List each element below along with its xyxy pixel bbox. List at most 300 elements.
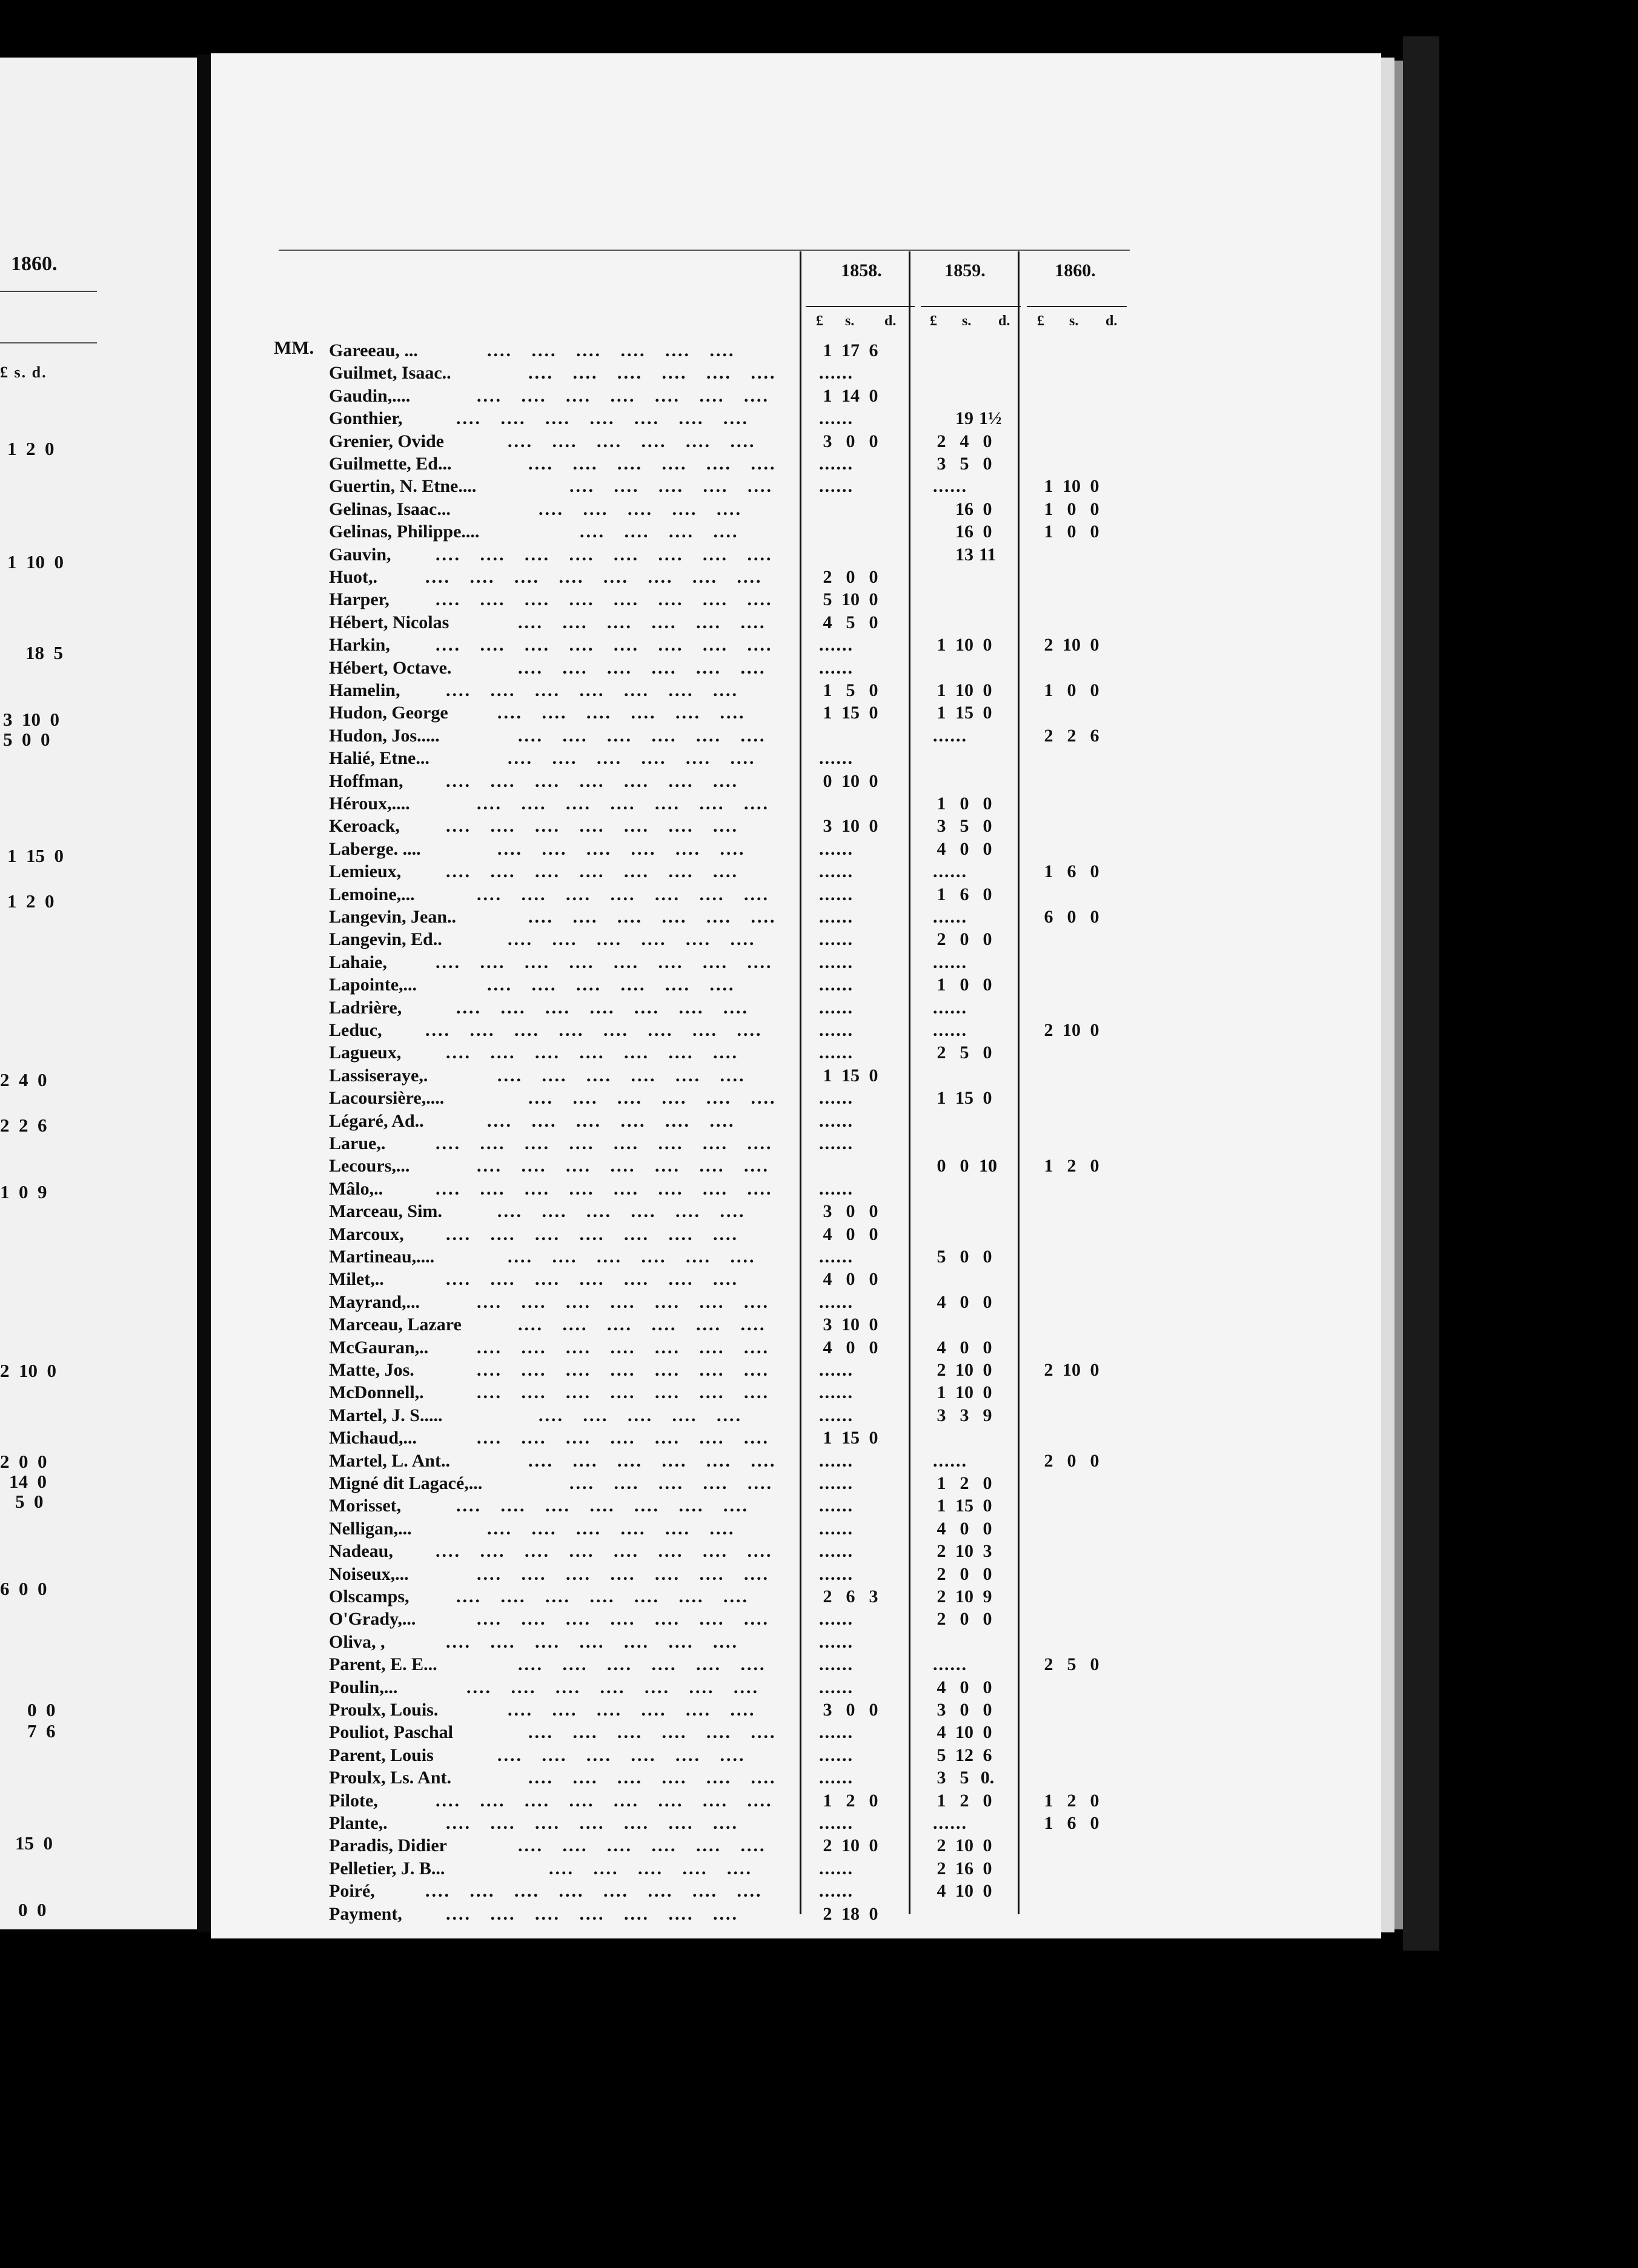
ledger-row [0, 453, 1151, 475]
shillings-value: 10 [1063, 1020, 1081, 1040]
amount-cell [819, 385, 904, 407]
amount-cell [819, 701, 904, 724]
pounds-value: 3 [937, 1405, 946, 1425]
ledger-row [0, 520, 1151, 543]
shillings-value: 10 [1063, 635, 1081, 655]
blank-dots-cell: ...... [819, 1518, 854, 1539]
amount-cell [933, 1721, 1018, 1743]
pounds-value: 0 [823, 771, 832, 791]
blank-dots-cell: ...... [933, 997, 967, 1018]
pounds-value: 5 [823, 589, 832, 610]
contributor-name: Poulin,... [329, 1677, 398, 1697]
shillings-value: 0 [960, 794, 969, 814]
leader-dots: .... .... .... .... .... .... [518, 612, 766, 632]
pounds-value: 1 [823, 1790, 832, 1811]
contributor-name: O'Grady,... [329, 1609, 416, 1630]
blank-dots-cell: ...... [819, 1473, 854, 1493]
amount-cell [1040, 1653, 1125, 1676]
amount-cell [933, 1834, 1018, 1857]
blank-dots-cell: ...... [819, 1768, 854, 1788]
pence-value: 0 [983, 499, 992, 519]
leader-dots: .... .... .... .... .... .... [508, 929, 756, 950]
ledger-row [0, 1178, 1151, 1200]
blank-dots-cell: ...... [819, 1110, 854, 1131]
contributor-name: Hudon, George [329, 703, 448, 723]
blank-dots-cell: ...... [819, 1178, 854, 1199]
left-page-value: 2 0 0 [0, 1451, 47, 1472]
shillings-value: 6 [1067, 861, 1076, 882]
contributor-name: Halié, Etne... [329, 748, 429, 769]
ledger-row [0, 1540, 1151, 1562]
amount-cell [933, 792, 1018, 815]
blank-dots-cell: ...... [819, 1450, 854, 1471]
shillings-value: 0 [960, 975, 969, 995]
pence-value: 0 [983, 703, 992, 723]
pence-value: 0 [983, 1881, 992, 1902]
pounds-value: 5 [937, 1247, 946, 1267]
shillings-value: 18 [841, 1903, 860, 1924]
pounds-value: 1 [937, 794, 946, 814]
pence-value: 0 [983, 975, 992, 995]
contributor-name: Langevin, Ed.. [329, 929, 442, 950]
blank-dots-cell: ...... [933, 1450, 967, 1471]
honorific-prefix: MM. [274, 337, 314, 358]
blank-dots-cell: ...... [819, 1654, 854, 1675]
pounds-value: 4 [937, 838, 946, 859]
leader-dots: .... .... .... .... .... .... .... [477, 1382, 769, 1403]
left-page-value: 14 0 [9, 1471, 47, 1492]
blank-dots-cell: ...... [933, 1654, 967, 1675]
amount-cell [933, 815, 1018, 837]
ledger-row [0, 430, 1151, 453]
leader-dots: .... .... .... .... .... .... .... [446, 771, 738, 791]
shillings-value: 5 [1067, 1654, 1076, 1675]
ledger-row [0, 611, 1151, 634]
leader-dots: .... .... .... .... .... [569, 476, 773, 497]
ledger-row [0, 475, 1151, 497]
ledger-row [0, 588, 1151, 611]
blank-dots-cell: ...... [819, 1496, 854, 1516]
amount-cell [933, 1155, 1018, 1177]
shillings-value: 16 [955, 1858, 973, 1878]
left-page-value: 1 15 0 [7, 845, 64, 866]
shillings-value: 15 [841, 1428, 860, 1448]
shillings-value: 0 [1067, 522, 1076, 542]
pounds-value: 3 [937, 454, 946, 474]
shillings-value: 0 [846, 567, 855, 587]
amount-cell [933, 1087, 1018, 1109]
blank-dots-cell: ...... [819, 1247, 854, 1267]
ledger-row [0, 1676, 1151, 1699]
blank-dots-cell: ...... [933, 861, 967, 882]
amount-cell [933, 679, 1018, 701]
amount-cell [933, 1585, 1018, 1608]
blank-dots-cell: ...... [819, 884, 854, 904]
shillings-value: 0 [1067, 680, 1076, 700]
blank-dots-cell: ...... [819, 1088, 854, 1109]
ledger-row [0, 543, 1151, 566]
pence-value: 0 [869, 1269, 878, 1290]
leader-dots: .... .... .... .... .... .... .... [477, 884, 769, 904]
left-page-value: 15 0 [15, 1832, 53, 1854]
left-page-value: 5 0 [15, 1491, 44, 1512]
blank-dots-cell: ...... [819, 1631, 854, 1652]
shillings-value: 10 [955, 1382, 973, 1403]
pounds-value: 2 [1044, 1020, 1053, 1040]
pounds-value: 0 [937, 1156, 946, 1176]
pence-value: 0 [869, 567, 878, 587]
pence-value: 0 [983, 1609, 992, 1630]
ledger-row [0, 1427, 1151, 1449]
left-page-value: 2 4 0 [0, 1069, 47, 1090]
ledger-row [0, 657, 1151, 679]
amount-cell [933, 701, 1018, 724]
contributor-name: Marceau, Sim. [329, 1201, 442, 1222]
amount-cell [933, 543, 1018, 566]
contributor-name: Pouliot, Paschal [329, 1722, 454, 1743]
blank-dots-cell: ...... [819, 1133, 854, 1153]
amount-cell [933, 1336, 1018, 1359]
pounds-value: 2 [823, 1587, 832, 1606]
pounds-value: 2 [937, 1360, 946, 1380]
left-page-units: £ s. d. [0, 363, 47, 381]
contributor-name: Matte, Jos. [329, 1360, 414, 1380]
contributor-name: Nadeau, [329, 1541, 393, 1562]
blank-dots-cell: ...... [933, 1020, 967, 1040]
pounds-value: 1 [937, 1088, 946, 1109]
pence-value: 0 [983, 1088, 992, 1109]
shillings-value: 10 [841, 589, 860, 610]
blank-dots-cell: ...... [819, 1563, 854, 1584]
contributor-name: Pelletier, J. B... [329, 1858, 445, 1878]
shillings-value: 0 [960, 838, 969, 859]
leader-dots: .... .... .... .... .... .... [518, 1654, 766, 1675]
ledger-row [0, 1064, 1151, 1087]
ledger-row [0, 973, 1151, 996]
pounds-value: 1 [1044, 1156, 1053, 1176]
shillings-value: 5 [846, 612, 855, 632]
amount-cell [819, 339, 904, 362]
shillings-value: 2 [960, 1473, 969, 1493]
shillings-value: 10 [955, 1587, 973, 1606]
blank-dots-cell: ...... [819, 1677, 854, 1697]
amount-cell [1040, 724, 1125, 747]
ledger-row [0, 1110, 1151, 1132]
contributor-name: Hamelin, [329, 680, 400, 700]
contributor-name: Morisset, [329, 1496, 402, 1516]
leader-dots: .... .... .... .... .... .... [497, 1065, 746, 1086]
leader-dots: .... .... .... .... .... .... .... .... [436, 1541, 773, 1562]
amount-cell [819, 679, 904, 701]
contributor-name: Pilote, [329, 1790, 378, 1811]
leader-dots: .... .... .... .... .... .... [497, 838, 746, 859]
pence-value: 0 [983, 1700, 992, 1720]
pence-value: 0 [1090, 861, 1099, 882]
pound-unit: £ [930, 313, 937, 329]
contributor-name: Paradis, Didier [329, 1835, 447, 1856]
pounds-value: 2 [1044, 1654, 1053, 1675]
shillings-value: 10 [955, 1541, 973, 1562]
contributor-name: Gelinas, Isaac... [329, 499, 451, 519]
pounds-value: 4 [937, 1337, 946, 1358]
year-heading-1858: 1858. [841, 260, 882, 280]
left-page-value: 1 2 0 [7, 890, 55, 912]
blank-dots-cell: ...... [819, 635, 854, 655]
ledger-row [0, 701, 1151, 724]
contributor-name: Marceau, Lazare [329, 1315, 462, 1335]
shillings-value: 0 [846, 1224, 855, 1244]
left-page-value: 1 2 0 [7, 438, 55, 459]
contributor-name: Noiseux,... [329, 1563, 409, 1584]
ledger-row [0, 1608, 1151, 1630]
pence-value: 0 [983, 1473, 992, 1493]
pence-value: 0 [983, 884, 992, 904]
contributor-name: Nelligan,... [329, 1518, 412, 1539]
pence-value: 0. [980, 1768, 995, 1788]
pounds-value: 1 [1044, 476, 1053, 497]
shillings-value: 2 [846, 1790, 855, 1811]
leader-dots: .... .... .... .... .... [569, 1473, 773, 1493]
contributor-name: Harkin, [329, 635, 390, 655]
amount-cell [819, 1313, 904, 1336]
leader-dots: .... .... .... .... .... .... .... [446, 1631, 738, 1652]
shillings-value: 0 [846, 1269, 855, 1290]
ledger-row [0, 1494, 1151, 1517]
pence-value: 0 [983, 680, 992, 700]
left-page-value: 3 10 0 [3, 709, 59, 730]
amount-cell [933, 1857, 1018, 1880]
contributor-name: Marcoux, [329, 1224, 404, 1244]
pounds-value: 2 [1044, 1450, 1053, 1471]
pence-value: 0 [983, 1835, 992, 1856]
pounds-value: 2 [1044, 635, 1053, 655]
contributor-name: Guilmet, Isaac.. [329, 363, 451, 383]
ledger-row [0, 1450, 1151, 1472]
amount-cell [819, 1336, 904, 1359]
blank-dots-cell: ...... [819, 408, 854, 429]
left-page-value: 1 0 9 [0, 1181, 47, 1202]
blank-dots-cell: ...... [819, 1813, 854, 1833]
pounds-value: 4 [937, 1292, 946, 1312]
leader-dots: .... .... .... .... .... .... .... [446, 1043, 738, 1063]
leader-dots: .... .... .... .... .... .... .... [446, 1813, 738, 1833]
contributor-name: Harper, [329, 589, 390, 610]
shilling-unit: s. [845, 313, 855, 329]
blank-dots-cell: ...... [819, 454, 854, 474]
blank-dots-cell: ...... [819, 1541, 854, 1562]
shillings-value: 15 [955, 703, 973, 723]
pence-value: 0 [983, 1563, 992, 1584]
pounds-value: 1 [1044, 680, 1053, 700]
amount-cell [933, 1472, 1018, 1494]
pounds-value: 2 [937, 1541, 946, 1562]
pounds-value: 2 [937, 1858, 946, 1878]
pounds-value: 1 [1044, 522, 1053, 542]
blank-dots-cell: ...... [819, 1609, 854, 1630]
pence-value: 0 [983, 1382, 992, 1403]
amount-cell [933, 498, 1018, 520]
amount-cell [819, 588, 904, 611]
ledger-row [0, 906, 1151, 928]
leader-dots: .... .... .... .... .... .... [528, 1088, 777, 1109]
shillings-value: 0 [1067, 499, 1076, 519]
pounds-value: 3 [823, 816, 832, 837]
contributor-name: Hudon, Jos..... [329, 725, 440, 746]
amount-cell [933, 1563, 1018, 1585]
shillings-value: 0 [846, 1700, 855, 1720]
ledger-row [0, 815, 1151, 837]
leader-dots: .... .... .... .... .... .... .... [477, 1563, 769, 1584]
pence-value: 0 [983, 1790, 992, 1811]
shillings-value: 5 [960, 816, 969, 837]
ledger-row [0, 1041, 1151, 1064]
ledger-row [0, 1517, 1151, 1540]
shillings-value: 17 [841, 340, 860, 360]
contributor-name: McGauran,.. [329, 1337, 429, 1358]
leader-dots: .... .... .... .... .... .... [518, 725, 766, 746]
pence-value: 0 [869, 1337, 878, 1358]
ledger-row [0, 860, 1151, 883]
ledger-row [0, 1472, 1151, 1494]
pence-value: 0 [869, 1700, 878, 1720]
pence-value: 6 [983, 1745, 992, 1765]
pounds-value: 2 [823, 1835, 832, 1856]
pence-value: 0 [1090, 522, 1099, 542]
contributor-name: Lemoine,... [329, 884, 415, 904]
shillings-value: 10 [1063, 1360, 1081, 1380]
leader-dots: .... .... .... .... .... [549, 1858, 752, 1878]
leader-dots: .... .... .... .... .... .... [528, 1768, 777, 1788]
ledger-row [0, 1268, 1151, 1290]
contributor-name: Michaud,... [329, 1428, 417, 1448]
pounds-value: 2 [937, 431, 946, 451]
pence-value: 0 [983, 431, 992, 451]
amount-cell [933, 883, 1018, 906]
shillings-value: 0 [960, 1677, 969, 1697]
ledger-row [0, 407, 1151, 429]
amount-cell [819, 430, 904, 453]
ledger-row [0, 1404, 1151, 1427]
shillings-value: 19 [955, 408, 973, 429]
pounds-value: 4 [823, 1269, 832, 1290]
left-page-value: 6 0 0 [0, 1578, 47, 1599]
contributor-name: Légaré, Ad.. [329, 1110, 424, 1131]
pence-value: 0 [869, 589, 878, 610]
shillings-value: 2 [1067, 1156, 1076, 1176]
contributor-name: Larue,. [329, 1133, 386, 1153]
pounds-value: 3 [823, 1700, 832, 1720]
ledger-row [0, 1245, 1151, 1268]
leader-dots: .... .... .... .... .... .... [528, 363, 777, 383]
pounds-value: 3 [937, 1700, 946, 1720]
ledger-row [0, 1313, 1151, 1336]
pounds-value: 4 [823, 1224, 832, 1244]
pounds-value: 4 [937, 1722, 946, 1743]
blank-dots-cell: ...... [819, 363, 854, 383]
shillings-value: 0 [960, 1563, 969, 1584]
blank-dots-cell: ...... [819, 476, 854, 497]
amount-cell [1040, 1359, 1125, 1381]
contributor-name: Milet,.. [329, 1269, 384, 1290]
pence-value: 0 [1090, 680, 1099, 700]
ledger-row [0, 1563, 1151, 1585]
pence-value: 6 [869, 340, 878, 360]
leader-dots: .... .... .... .... .... .... [487, 1518, 735, 1539]
contributor-name: Proulx, Ls. Ant. [329, 1768, 451, 1788]
contributor-name: Laberge. .... [329, 838, 421, 859]
shillings-value: 15 [955, 1496, 973, 1516]
contributor-name: Mâlo,.. [329, 1178, 383, 1199]
ledger-row [0, 747, 1151, 769]
contributor-name: Hébert, Octave. [329, 657, 452, 678]
leader-dots: .... .... .... .... .... .... .... [456, 997, 749, 1018]
leader-dots: .... .... .... .... .... .... [528, 1450, 777, 1471]
pence-value: 0 [983, 1496, 992, 1516]
shillings-value: 2 [1067, 1790, 1076, 1811]
pence-value: 0 [983, 838, 992, 859]
ledger-row [0, 1812, 1151, 1834]
pound-unit: £ [816, 313, 823, 329]
amount-cell [1040, 1812, 1125, 1834]
leader-dots: .... .... .... .... .... .... [497, 1201, 746, 1222]
leader-dots: .... .... .... .... .... .... [497, 703, 746, 723]
shillings-value: 10 [841, 1835, 860, 1856]
ledger-row [0, 679, 1151, 701]
shillings-value: 0 [1067, 907, 1076, 927]
leader-dots: .... .... .... .... .... .... [518, 657, 766, 678]
pounds-value: 6 [1044, 907, 1053, 927]
amount-cell [933, 1381, 1018, 1404]
amount-cell [933, 1041, 1018, 1064]
pence-value: 0 [983, 794, 992, 814]
ledger-row [0, 724, 1151, 747]
shillings-value: 10 [955, 1722, 973, 1743]
pence-value: 0 [983, 1043, 992, 1063]
pounds-value: 2 [937, 1587, 946, 1606]
leader-dots: .... .... .... .... .... .... .... [477, 385, 769, 406]
contributor-name: Martel, J. S..... [329, 1405, 443, 1425]
pence-value: 9 [983, 1405, 992, 1425]
pounds-value: 1 [823, 385, 832, 406]
pounds-value: 4 [937, 1881, 946, 1902]
leader-dots: .... .... .... .... .... .... [508, 748, 756, 769]
amount-cell [933, 928, 1018, 950]
leader-dots: .... .... .... .... .... .... .... [477, 1428, 769, 1448]
pence-value: 0 [869, 1224, 878, 1244]
blank-dots-cell: ...... [819, 861, 854, 882]
pounds-value: 4 [823, 612, 832, 632]
ledger-row [0, 883, 1151, 906]
pence-value: 0 [1090, 1020, 1099, 1040]
leader-dots: .... .... .... .... .... .... .... [477, 1360, 769, 1380]
amount-cell [933, 430, 1018, 453]
shilling-unit: s. [1069, 313, 1079, 329]
leader-dots: .... .... .... .... .... .... .... [466, 1677, 759, 1697]
pence-value: 0 [869, 771, 878, 791]
pounds-value: 1 [937, 1790, 946, 1811]
left-page-value: 1 10 0 [7, 551, 64, 572]
leader-dots: .... .... .... .... .... [539, 1405, 742, 1425]
leader-dots: .... .... .... .... .... .... .... [446, 680, 738, 700]
pounds-value: 1 [823, 1065, 832, 1086]
contributor-name: Lahaie, [329, 952, 387, 972]
ledger-row [0, 838, 1151, 860]
blank-dots-cell: ...... [933, 725, 967, 746]
pounds-value: 3 [937, 1768, 946, 1788]
amount-cell [933, 1789, 1018, 1812]
leader-dots: .... .... .... .... .... .... .... [477, 794, 769, 814]
shillings-value: 10 [955, 680, 973, 700]
